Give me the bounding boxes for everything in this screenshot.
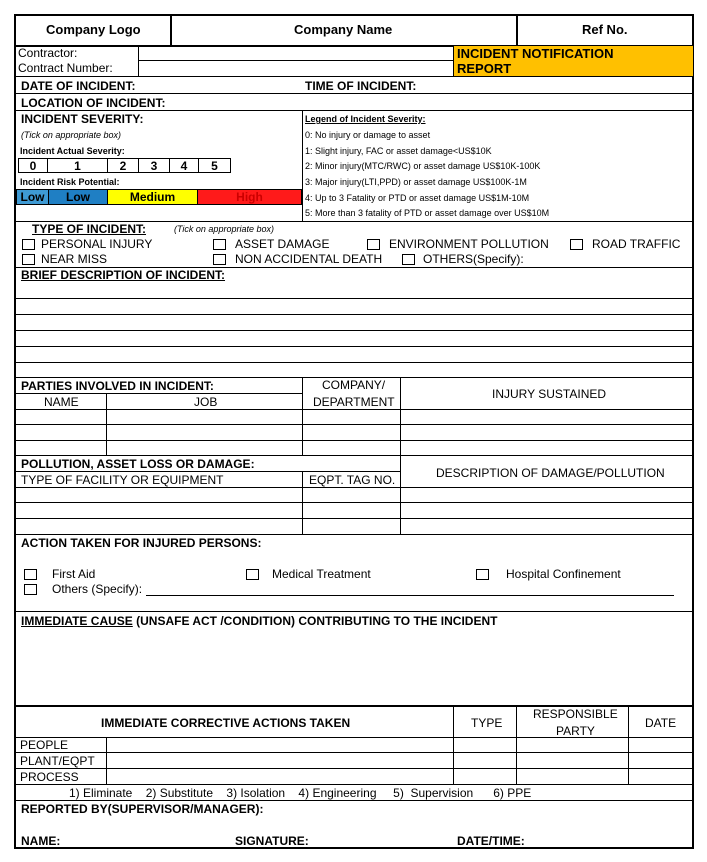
near-miss-checkbox[interactable] — [22, 254, 35, 265]
legend-item: 1: Slight injury, FAC or asset damage<US$10K — [305, 146, 492, 156]
report-title-line2: REPORT — [457, 61, 512, 76]
datetime-field-label: DATE/TIME: — [457, 834, 525, 848]
environment-pollution-checkbox[interactable] — [367, 239, 380, 250]
asset-damage-label: ASSET DAMAGE — [235, 237, 330, 251]
type-tick-note: (Tick on appropriate box) — [174, 224, 274, 234]
contract-number-label: Contract Number: — [18, 61, 113, 75]
actual-severity-label: Incident Actual Severity: — [20, 146, 125, 156]
severity-box-3[interactable]: 3 — [138, 158, 170, 173]
non-accidental-death-checkbox[interactable] — [213, 254, 226, 265]
company-name: Company Name — [294, 22, 393, 37]
pollution-title: POLLUTION, ASSET LOSS OR DAMAGE: — [21, 457, 255, 471]
immediate-cause-underlined: IMMEDIATE CAUSE — [21, 614, 133, 628]
severity-box-5[interactable]: 5 — [198, 158, 231, 173]
location-of-incident-label: LOCATION OF INCIDENT: — [21, 96, 166, 110]
corrective-row-plant: PLANT/EQPT — [20, 754, 95, 768]
eqpt-tag-col: EQPT. TAG NO. — [309, 473, 396, 487]
medical-treatment-checkbox[interactable] — [246, 569, 259, 580]
non-accidental-death-label: NON ACCIDENTAL DEATH — [235, 252, 383, 266]
near-miss-label: NEAR MISS — [41, 252, 108, 266]
first-aid-label: First Aid — [52, 567, 96, 581]
medical-treatment-label: Medical Treatment — [272, 567, 371, 581]
date-of-incident-label: DATE OF INCIDENT: — [21, 79, 136, 93]
legend-item: 4: Up to 3 Fatality or PTD or asset damage US$1M-10M — [305, 193, 530, 203]
job-col: JOB — [194, 395, 218, 409]
risk-medium[interactable]: Medium — [107, 189, 198, 205]
report-title-line1: INCIDENT NOTIFICATION — [457, 46, 614, 61]
others-specify-checkbox[interactable] — [24, 584, 37, 595]
severity-legend-title: Legend of Incident Severity: — [305, 114, 426, 124]
legend-item: 3: Major injury(LTI,PPD) or asset damage US$100K-1M — [305, 177, 527, 187]
personal-injury-label: PERSONAL INJURY — [41, 237, 153, 251]
corrective-row-process: PROCESS — [20, 770, 79, 784]
immediate-cause-title — [21, 614, 497, 628]
responsible-col-line2: PARTY — [556, 724, 595, 738]
hospital-confinement-checkbox[interactable] — [476, 569, 489, 580]
hospital-confinement-label: Hospital Confinement — [506, 567, 621, 581]
risk-potential-label: Incident Risk Potential: — [20, 177, 120, 187]
company-logo: Company Logo — [46, 22, 141, 37]
company-col-line1: COMPANY/ — [322, 378, 386, 392]
severity-box-0[interactable]: 0 — [18, 158, 48, 173]
name-field-label: NAME: — [21, 834, 61, 848]
injury-sustained-col: INJURY SUSTAINED — [492, 387, 607, 401]
others-label: OTHERS(Specify): — [423, 252, 524, 266]
legend-item: 0: No injury or damage to asset — [305, 130, 431, 140]
personal-injury-checkbox[interactable] — [22, 239, 35, 250]
facility-col: TYPE OF FACILITY OR EQUIPMENT — [21, 473, 224, 487]
others-specify-line[interactable] — [146, 595, 674, 596]
report-title — [454, 46, 693, 76]
type-of-incident-title: TYPE OF INCIDENT: — [32, 222, 147, 236]
contractor-label: Contractor: — [18, 46, 78, 60]
legend-item: 2: Minor injury(MTC/RWC) or asset damage US$10K-100K — [305, 161, 541, 171]
responsible-col-line1: RESPONSIBLE — [533, 707, 618, 721]
date-col: DATE — [645, 716, 677, 730]
asset-damage-checkbox[interactable] — [213, 239, 226, 250]
parties-title: PARTIES INVOLVED IN INCIDENT: — [21, 379, 214, 393]
ref-no: Ref No. — [582, 22, 628, 37]
name-col: NAME — [44, 395, 79, 409]
road-traffic-label: ROAD TRAFFIC — [592, 237, 681, 251]
damage-description-col: DESCRIPTION OF DAMAGE/POLLUTION — [436, 466, 665, 480]
type-col: TYPE — [471, 716, 503, 730]
legend-item: 5: More than 3 fatality of PTD or asset damage over US$10M — [305, 208, 550, 218]
severity-tick-note: (Tick on appropriate box) — [21, 130, 121, 140]
time-of-incident-label: TIME OF INCIDENT: — [305, 79, 417, 93]
others-specify-label: Others (Specify): — [52, 582, 143, 596]
severity-box-2[interactable]: 2 — [107, 158, 139, 173]
severity-box-1[interactable]: 1 — [47, 158, 108, 173]
control-hierarchy: 1) Eliminate 2) Substitute 3) Isolation 4) Engineering 5) Supervision 6) PPE — [69, 786, 532, 800]
reported-by-title: REPORTED BY(SUPERVISOR/MANAGER): — [21, 802, 264, 816]
severity-box-4[interactable]: 4 — [169, 158, 199, 173]
company-col-line2: DEPARTMENT — [313, 395, 395, 409]
corrective-row-people: PEOPLE — [20, 738, 69, 752]
others-checkbox[interactable] — [402, 254, 415, 265]
signature-field-label: SIGNATURE: — [235, 834, 309, 848]
environment-pollution-label: ENVIRONMENT POLLUTION — [389, 237, 549, 251]
corrective-actions-title: IMMEDIATE CORRECTIVE ACTIONS TAKEN — [101, 716, 351, 730]
incident-severity-title: INCIDENT SEVERITY: — [21, 112, 144, 126]
action-taken-title: ACTION TAKEN FOR INJURED PERSONS: — [21, 536, 262, 550]
risk-high[interactable]: High — [197, 189, 302, 205]
brief-description-title: BRIEF DESCRIPTION OF INCIDENT: — [21, 268, 226, 282]
first-aid-checkbox[interactable] — [24, 569, 37, 580]
risk-low-1[interactable]: Low — [16, 189, 49, 205]
risk-low-2[interactable]: Low — [48, 189, 108, 205]
immediate-cause-rest: (UNSAFE ACT /CONDITION) CONTRIBUTING TO THE INCIDENT — [136, 614, 498, 628]
road-traffic-checkbox[interactable] — [570, 239, 583, 250]
